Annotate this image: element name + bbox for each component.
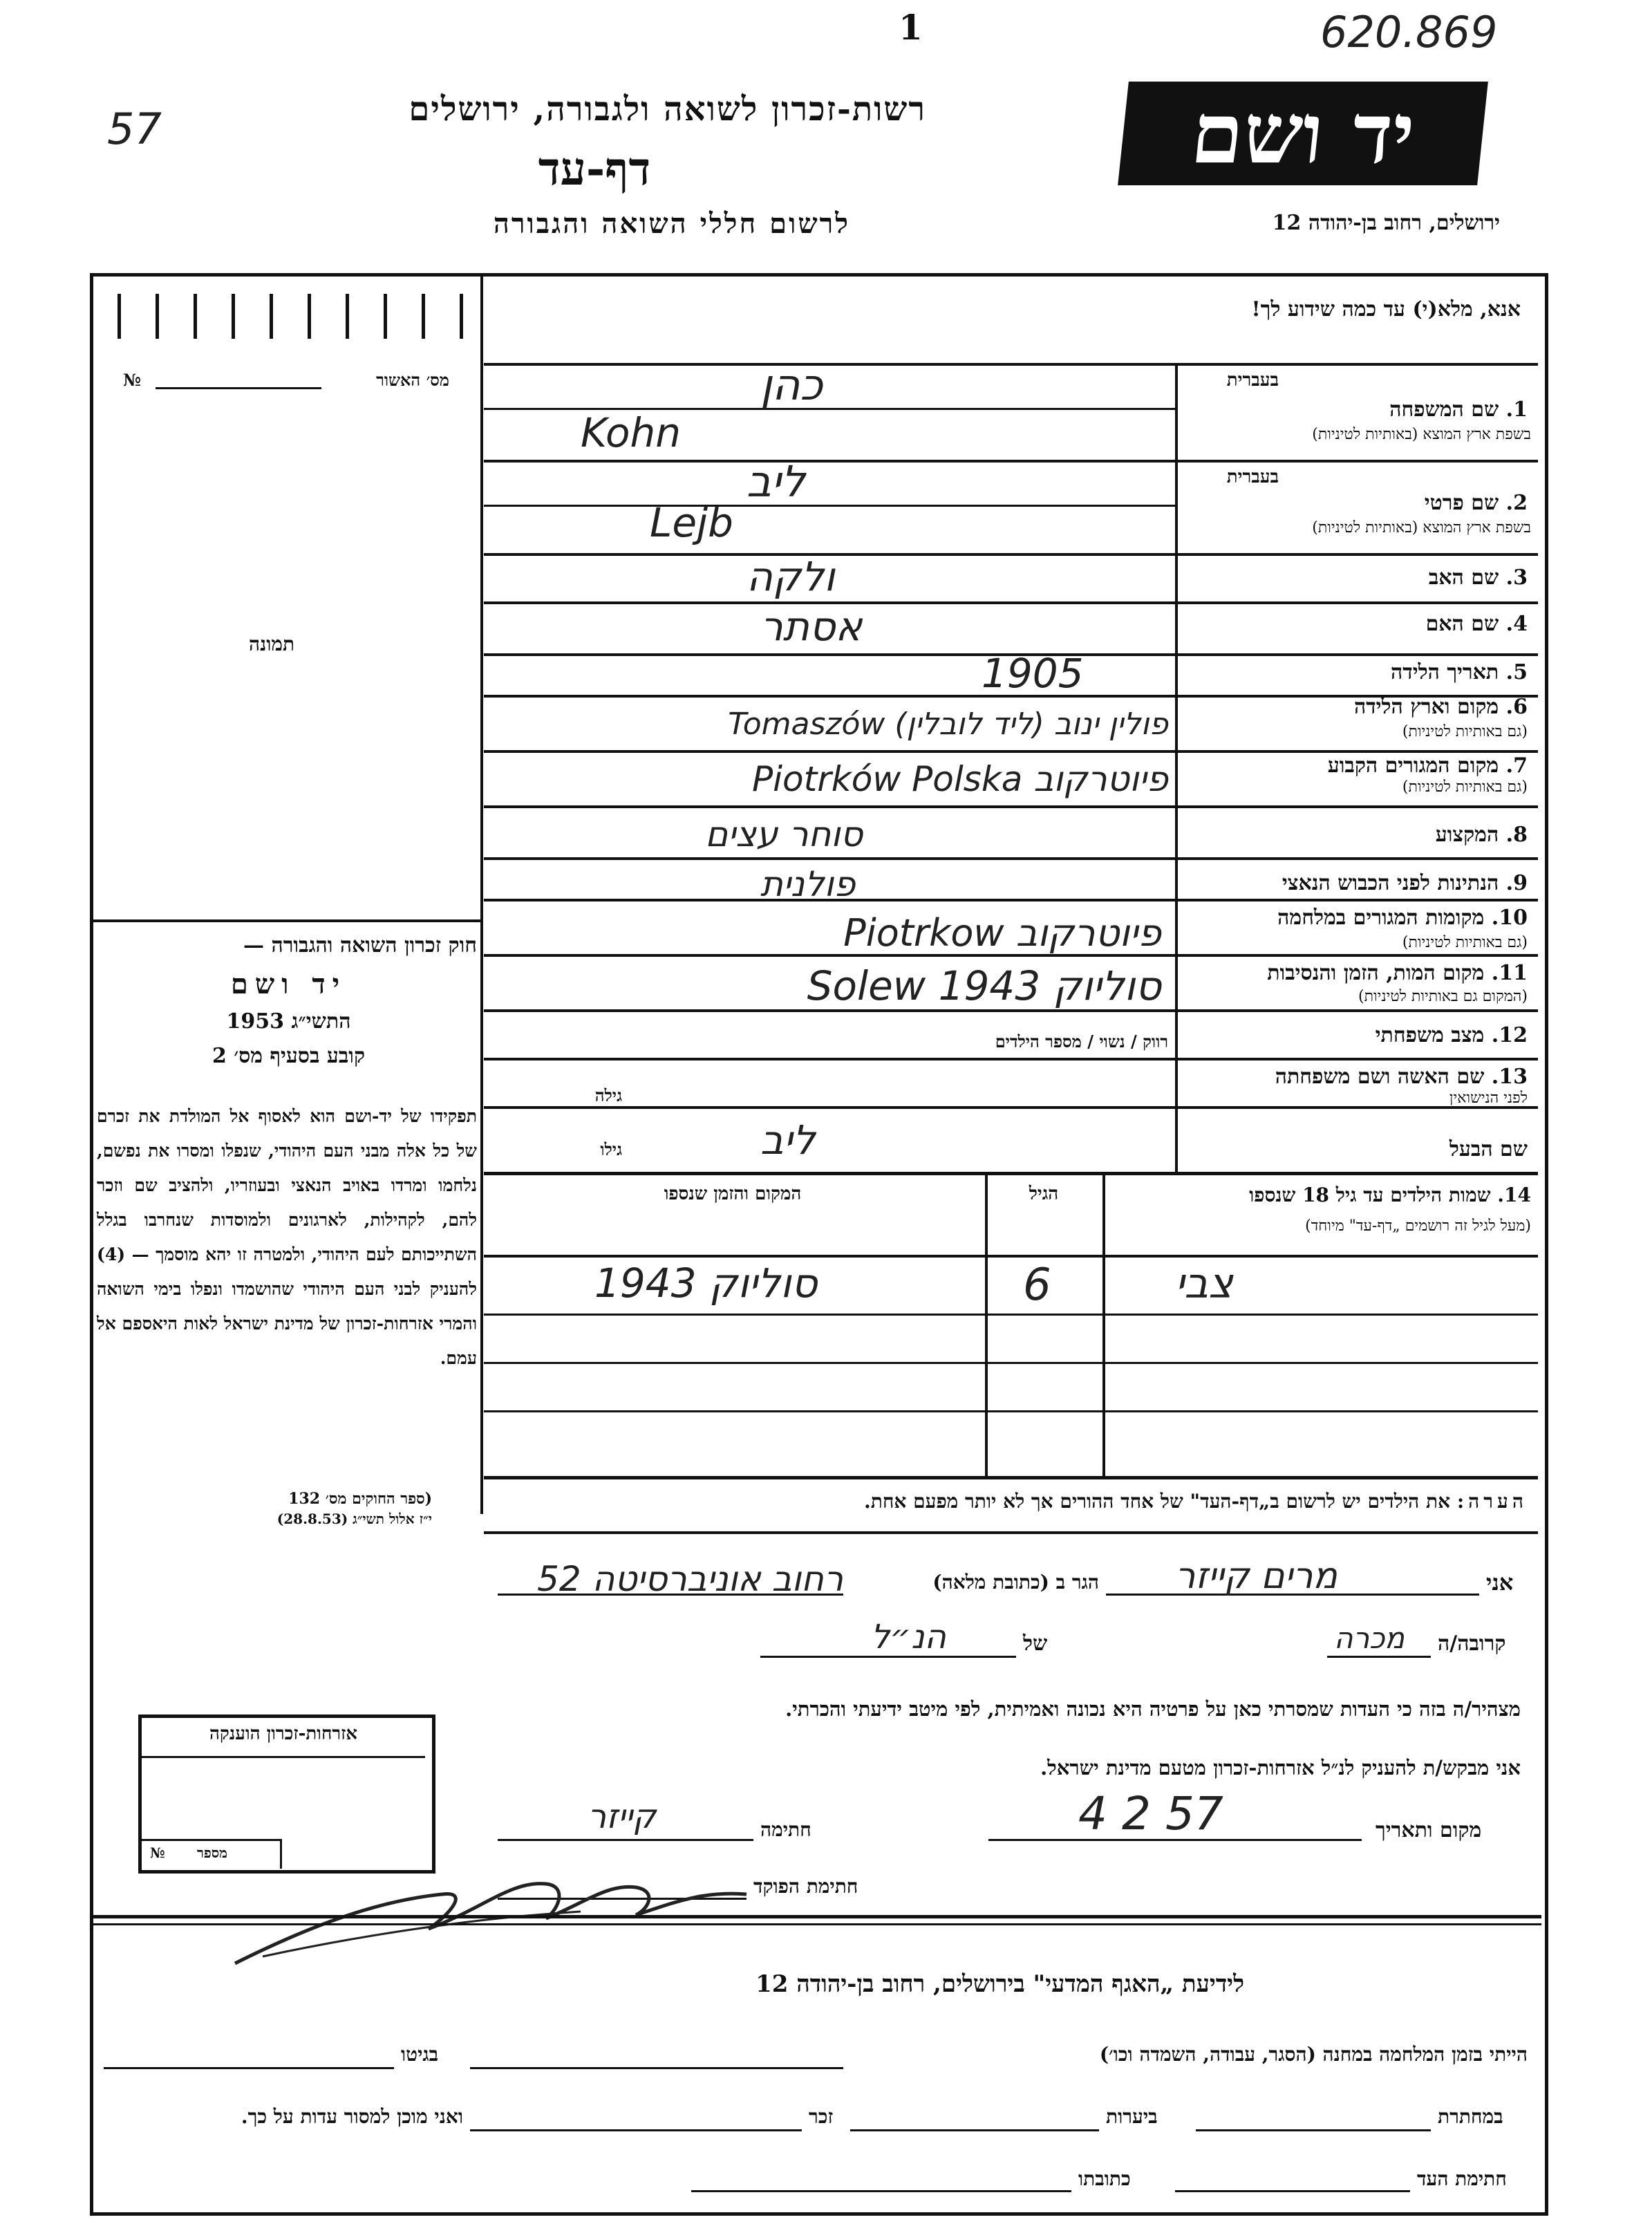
bottom-remember-line xyxy=(470,2129,802,2131)
form-subtitle: לרשום חללי השואה והגבורה xyxy=(493,207,850,240)
field-8-label: 8. המקצוע xyxy=(1435,823,1528,847)
field-10-value: פיוטרקוב Piotrkow xyxy=(843,911,1161,955)
citizenship-stamp-box xyxy=(138,1715,435,1874)
decl-of-label: של xyxy=(1023,1632,1048,1656)
decl-place-date-label: מקום ותאריך xyxy=(1376,1818,1482,1842)
row-line xyxy=(484,1058,1538,1061)
children-place-header: המקום והזמן שנספו xyxy=(664,1184,802,1204)
decl-signature-line xyxy=(498,1839,753,1841)
intro-text: אנא, מלא(י) עד כמה שידוע לך! xyxy=(1251,297,1521,321)
row-line xyxy=(484,750,1538,753)
bottom-separator-1 xyxy=(93,1915,1541,1918)
cert-no: № xyxy=(123,370,142,390)
field-1-value-lat: Kohn xyxy=(581,409,681,456)
row-line xyxy=(484,857,1538,860)
form-title: דף-עד xyxy=(538,142,651,196)
field-6-value: פולין ינוב (ליד לובלין) Tomaszów xyxy=(728,707,1168,742)
decl-relation: מכרה xyxy=(1334,1621,1405,1655)
top-mark: 1 xyxy=(899,7,923,48)
bottom-forests-line xyxy=(850,2129,1099,2131)
bottom-remember: זכר xyxy=(809,2105,834,2128)
children-col-1 xyxy=(985,1175,988,1479)
field-10-note: (גם באותיות לטיניות) xyxy=(1402,934,1528,951)
yad-vashem-logo: יד ושם xyxy=(1118,82,1488,185)
children-row-line xyxy=(484,1314,1538,1316)
authority-title: רשות-זכרון לשואה ולגבורה, ירושלים xyxy=(409,90,926,129)
stamp-number-label: מספר xyxy=(197,1844,227,1861)
tick-marks xyxy=(118,294,463,339)
field-13-note: לפני הנישואין xyxy=(1449,1090,1528,1107)
field-11-note: (המקום גם באותיות לטיניות) xyxy=(1358,988,1528,1005)
row-line xyxy=(484,363,1538,366)
law-source-2: י״ז אלול תשי״ג (28.8.53) xyxy=(276,1511,432,1527)
husband-age-label: גילו xyxy=(600,1139,622,1159)
field-13-label: 13. שם האשה ושם משפחתה xyxy=(1275,1065,1528,1089)
decl-signature: קייזר xyxy=(588,1797,657,1836)
bottom-row-1: הייתי בזמן המלחמה במחנה (הסגר, עבודה, השמדה וכו׳) xyxy=(1099,2043,1528,2066)
cert-line xyxy=(156,387,321,389)
field-4-label: 4. שם האם xyxy=(1425,612,1528,636)
field-11-label: 11. מקום המות, הזמן והנסיבות xyxy=(1267,961,1528,985)
law-year: התשי״ג 1953 xyxy=(226,1009,351,1034)
remark: הערה: את הילדים יש לרשום ב„דף-העד" של אחד ההורים אך לא יותר מפעם אחת. xyxy=(864,1490,1528,1513)
field-8-value: סוחר עצים xyxy=(705,814,863,854)
field-9-label: 9. הנתינות לפני הכבוש הנאצי xyxy=(1282,871,1528,895)
field-2-value-he: ליב xyxy=(747,456,805,507)
row-line xyxy=(484,601,1538,604)
decl-i-label: אני xyxy=(1486,1569,1514,1596)
decl-line-1: מצהיר/ה בזה כי העדות שמסרתי כאן על פרטיה היא נכונה ואמיתית, לפי מיטב ידיעתי והכרתי. xyxy=(785,1697,1521,1721)
archive-number: 620.869 xyxy=(1320,7,1498,57)
children-col-2 xyxy=(1102,1175,1105,1479)
field-7-label: 7. מקום המגורים הקבוע xyxy=(1327,754,1528,778)
decl-residing: הגר ב (כתובת מלאה) xyxy=(932,1571,1099,1594)
child-place: סוליוק 1943 xyxy=(594,1260,818,1307)
row-line xyxy=(484,899,1538,901)
decl-address: רחוב אוניברסיטה 52 xyxy=(537,1559,843,1599)
field-5-value: 1905 xyxy=(982,650,1084,697)
children-row-line xyxy=(484,1476,1538,1479)
field-13-age-label: גילה xyxy=(594,1085,622,1105)
label-column-divider xyxy=(1175,363,1178,1175)
header-address: ירושלים, רחוב בן-יהודה 12 xyxy=(1272,211,1500,235)
law-title: חוק זכרון השואה והגבורה — xyxy=(243,933,477,957)
bottom-witness-sig-line xyxy=(1175,2190,1410,2192)
photo-box-bottom xyxy=(93,919,482,922)
law-clause: קובע בסעיף מס׳ 2 xyxy=(212,1044,366,1068)
field-3-label: 3. שם האב xyxy=(1428,566,1528,590)
field-5-label: 5. תאריך הלידה xyxy=(1391,660,1528,684)
decl-relation-line xyxy=(1327,1656,1431,1658)
bottom-address: כתובתו xyxy=(1078,2167,1131,2190)
children-row-line xyxy=(484,1362,1538,1364)
bottom-ghetto: בגיטו xyxy=(401,2043,439,2066)
children-row-line xyxy=(484,1410,1538,1412)
field-2-latin-note: בשפת ארץ המוצא (באותיות לטיניות) xyxy=(1312,519,1531,536)
bottom-ghetto-line xyxy=(104,2067,394,2069)
field-1-value-he: כהן xyxy=(760,359,823,410)
decl-relative-label: קרובה/ה xyxy=(1438,1632,1506,1656)
decl-date: 4 2 57 xyxy=(1078,1787,1223,1840)
children-age-header: הגיל xyxy=(1029,1184,1059,1204)
decl-of-value: הנ״ל xyxy=(871,1618,946,1656)
field-1-latin-note: בשפת ארץ המוצא (באותיות לטיניות) xyxy=(1312,426,1531,443)
field-6-label: 6. מקום וארץ הלידה xyxy=(1353,695,1528,719)
field-9-value: פולנית xyxy=(760,864,856,904)
field-6-note: (גם באותיות לטיניות) xyxy=(1402,723,1528,740)
stamp-rule xyxy=(142,1756,425,1758)
bottom-witness-sig: חתימת העד xyxy=(1417,2167,1507,2190)
law-source-1: (ספר החוקים מס׳ 132 xyxy=(288,1490,432,1508)
field-7-note: (גם באותיות לטיניות) xyxy=(1402,778,1528,796)
row-line xyxy=(484,1172,1538,1175)
field-2-label: 2. שם פרטי xyxy=(1424,491,1528,515)
bottom-underground-line xyxy=(1196,2129,1431,2131)
field-2-hebrew-tag: בעברית xyxy=(1226,467,1279,487)
decl-name: מרים קייזר xyxy=(1175,1555,1337,1597)
field-7-value: פיוטרקוב Piotrków Polska xyxy=(752,759,1168,799)
bottom-willing: ואני מוכן למסור עדות על כך. xyxy=(241,2105,463,2128)
field-12-value: רווק / נשוי / מספר הילדים xyxy=(995,1031,1168,1052)
children-label: 14. שמות הילדים עד גיל 18 שנספו xyxy=(1249,1184,1531,1206)
field-1-hebrew-tag: בעברית xyxy=(1226,370,1279,391)
children-note: (מעל לגיל זה רושמים „דף-עד" מיוחד) xyxy=(1305,1217,1531,1235)
bottom-underground: במחתרת xyxy=(1438,2105,1503,2128)
bottom-forests: ביערות xyxy=(1106,2105,1158,2128)
row-line xyxy=(484,1009,1538,1012)
field-3-value: ולקה xyxy=(747,553,835,600)
field-2-value-lat: Lejb xyxy=(650,499,733,546)
row-line xyxy=(484,505,1175,507)
bottom-address-line xyxy=(691,2190,1071,2192)
page-mark: 57 xyxy=(107,104,162,154)
law-text: תפקידו של יד-ושם הוא לאסוף אל המולדת את זכרם של כל אלה מבני העם היהודי, שנפלו ומסרו את נפשם, נלחמו ומרדו באויב הנאצי ובעוזריו, ולהציב שם וזכר להם, לקהילות, לארגונים ולמוסדות שנחרבו בגלל השתייכותם לעם היהודי, ולמטרה זו יהא מוסמך — (4) להעניק לבני העם היהודי שהושמדו ונפלו בימי השואה והמרי אזרחות-זכרון של מדינת ישראל לאות היאספם אל עמם. xyxy=(97,1106,477,1368)
children-row-line xyxy=(484,1255,1538,1258)
field-4-value: אסתר xyxy=(760,603,863,650)
photo-label: תמונה xyxy=(249,633,295,655)
husband-label: שם הבעל xyxy=(1449,1137,1528,1161)
declaration-separator xyxy=(484,1531,1538,1534)
row-line xyxy=(484,553,1538,556)
field-10-label: 10. מקומות המגורים במלחמה xyxy=(1277,906,1528,930)
stamp-no: № xyxy=(150,1844,165,1861)
decl-officer-label: חתימת הפוקד xyxy=(753,1875,858,1898)
bottom-separator-2 xyxy=(93,1923,1541,1925)
field-1-label: 1. שם המשפחה xyxy=(1389,398,1528,422)
row-line xyxy=(484,805,1538,808)
field-12-label: 12. מצב משפחתי xyxy=(1375,1023,1528,1047)
bottom-info-title: לידיעת „האגף המדעי" בירושלים, רחוב בן-יהודה 12 xyxy=(755,1970,1244,1998)
cert-label: מס׳ האשור xyxy=(376,370,449,390)
law-name: יד ושם xyxy=(230,968,347,1000)
child-age: 6 xyxy=(1023,1260,1051,1311)
husband-value: ליב xyxy=(760,1116,816,1164)
stamp-title: אזרחות-זכרון הוענקה xyxy=(209,1723,358,1744)
field-11-value: סוליוק Solew 1943 xyxy=(807,962,1161,1009)
bottom-row-1-line xyxy=(470,2067,843,2069)
left-column-divider xyxy=(480,277,483,1514)
row-line xyxy=(484,460,1538,463)
decl-line-2: אני מבקש/ת להעניק לנ״ל אזרחות-זכרון מטעם מדינת ישראל. xyxy=(1040,1756,1521,1779)
decl-signature-label: חתימה xyxy=(760,1818,811,1841)
child-name: צבי xyxy=(1175,1260,1233,1308)
